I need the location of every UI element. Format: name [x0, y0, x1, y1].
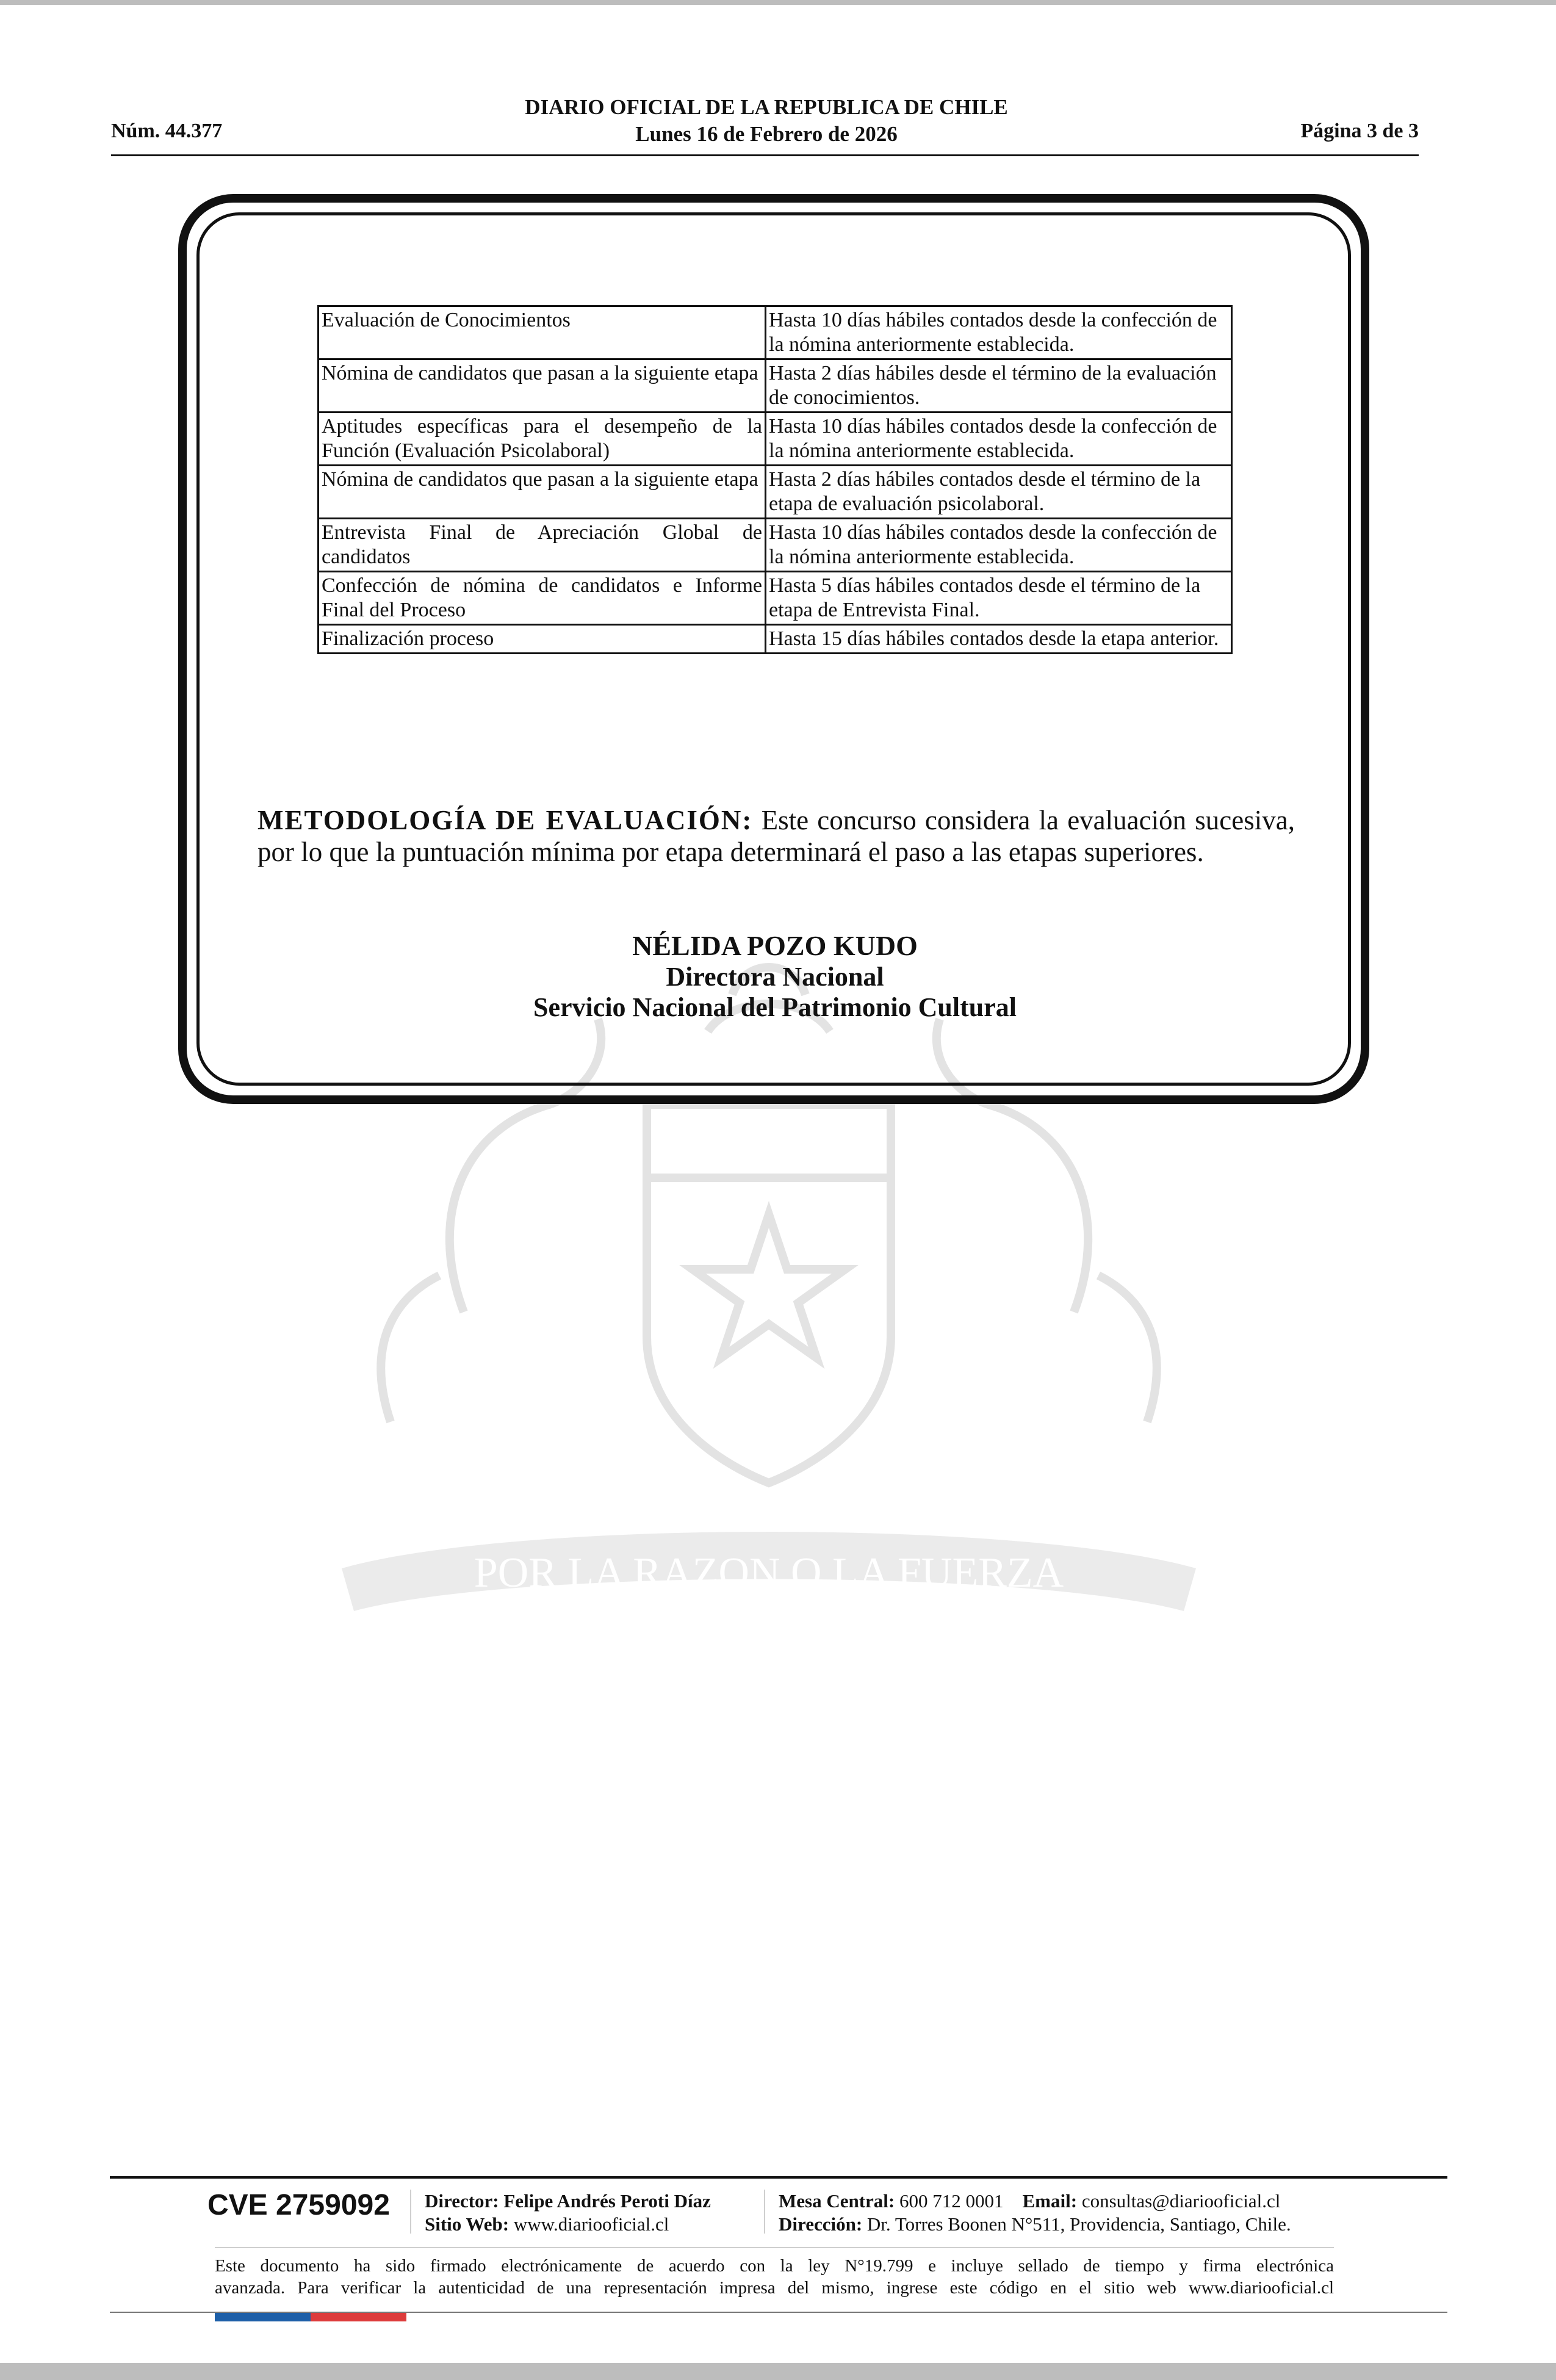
methodology-heading: METODOLOGÍA DE EVALUACIÓN:	[258, 805, 753, 835]
header-divider	[111, 154, 1419, 156]
footer-inner-divider	[215, 2247, 1334, 2248]
table-row	[319, 306, 1232, 359]
signatory-institution: Servicio Nacional del Patrimonio Cultural	[533, 992, 1017, 1022]
methodology-text: Este concurso considera la evaluación sucesiva, por lo que la puntuación mínima por etapa determinará el paso a las etapas superiores.	[258, 805, 1295, 867]
web-label: Sitio Web:	[425, 2213, 510, 2235]
stage-cell: Aptitudes específicas para el desempeño de la Función (Evaluación Psicolaboral)	[319, 413, 766, 466]
table-row	[319, 625, 1232, 654]
stage-cell: Evaluación de Conocimientos	[319, 306, 766, 359]
deadline-cell: Hasta 2 días hábiles contados desde el término de la etapa de evaluación psicolaboral.	[766, 466, 1232, 519]
deadline-cell: Hasta 2 días hábiles desde el término de la evaluación de conocimientos.	[766, 359, 1232, 413]
footer-separator	[764, 2190, 765, 2234]
table-row	[319, 572, 1232, 625]
footer-separator	[410, 2190, 411, 2234]
flag-stripe-blue	[215, 2313, 311, 2321]
page-indicator: Página 3 de 3	[1300, 120, 1419, 142]
legal-line-2: avanzada. Para verificar la autenticidad de una representación impresa del mismo, ingrese este código en el sitio web www.diariooficial.cl	[215, 2278, 1334, 2298]
director-name: Felipe Andrés Peroti Díaz	[503, 2190, 711, 2212]
signatory-name: NÉLIDA POZO KUDO	[632, 930, 918, 961]
address-label: Dirección:	[779, 2213, 863, 2235]
mesa-phone: 600 712 0001	[899, 2190, 1004, 2212]
deadline-cell: Hasta 10 días hábiles contados desde la confección de la nómina anteriormente establecida.	[766, 413, 1232, 466]
stage-cell: Nómina de candidatos que pasan a la siguiente etapa	[319, 466, 766, 519]
deadline-cell: Hasta 15 días hábiles contados desde la etapa anterior.	[766, 625, 1232, 654]
flag-stripe-red	[311, 2313, 406, 2321]
legal-line-1: Este documento ha sido firmado electrónicamente de acuerdo con la ley N°19.799 e incluye sellado de tiempo y firma electrónica	[215, 2256, 1334, 2276]
stage-cell: Entrevista Final de Apreciación Global de candidatos	[319, 519, 766, 572]
footer-divider	[110, 2176, 1447, 2179]
bottom-border	[0, 2363, 1556, 2380]
issue-number: Núm. 44.377	[111, 120, 223, 142]
footer-director-info	[425, 2190, 711, 2236]
deadline-cell: Hasta 10 días hábiles contados desde la confección de la nómina anteriormente establecida.	[766, 519, 1232, 572]
top-border	[0, 0, 1556, 5]
web-link[interactable]: www.diariooficial.cl	[513, 2213, 669, 2235]
deadline-cell: Hasta 10 días hábiles contados desde la confección de la nómina anteriormente establecida.	[766, 306, 1232, 359]
methodology-paragraph	[258, 804, 1295, 868]
email-link[interactable]: consultas@diariooficial.cl	[1081, 2190, 1281, 2212]
table-row	[319, 359, 1232, 413]
signature-block	[366, 930, 1184, 1023]
masthead	[366, 94, 1167, 148]
masthead-date: Lunes 16 de Febrero de 2026	[635, 122, 898, 146]
table-row	[319, 466, 1232, 519]
address-value: Dr. Torres Boonen N°511, Providencia, Santiago, Chile.	[866, 2213, 1291, 2235]
table-row	[319, 519, 1232, 572]
footer-contact-info	[779, 2190, 1291, 2236]
legal-notice	[215, 2255, 1334, 2299]
schedule-table	[317, 305, 1233, 654]
signatory-title: Directora Nacional	[666, 962, 884, 992]
table-row	[319, 413, 1232, 466]
stage-cell: Confección de nómina de candidatos e Informe Final del Proceso	[319, 572, 766, 625]
mesa-label: Mesa Central:	[779, 2190, 895, 2212]
cve-code: CVE 2759092	[207, 2189, 390, 2221]
stage-cell: Finalización proceso	[319, 625, 766, 654]
watermark-motto: POR LA RAZON O LA FUERZA	[474, 1549, 1064, 1596]
masthead-title: DIARIO OFICIAL DE LA REPUBLICA DE CHILE	[525, 95, 1008, 119]
director-label: Director:	[425, 2190, 499, 2212]
deadline-cell: Hasta 5 días hábiles contados desde el término de la etapa de Entrevista Final.	[766, 572, 1232, 625]
email-label: Email:	[1022, 2190, 1078, 2212]
stage-cell: Nómina de candidatos que pasan a la siguiente etapa	[319, 359, 766, 413]
